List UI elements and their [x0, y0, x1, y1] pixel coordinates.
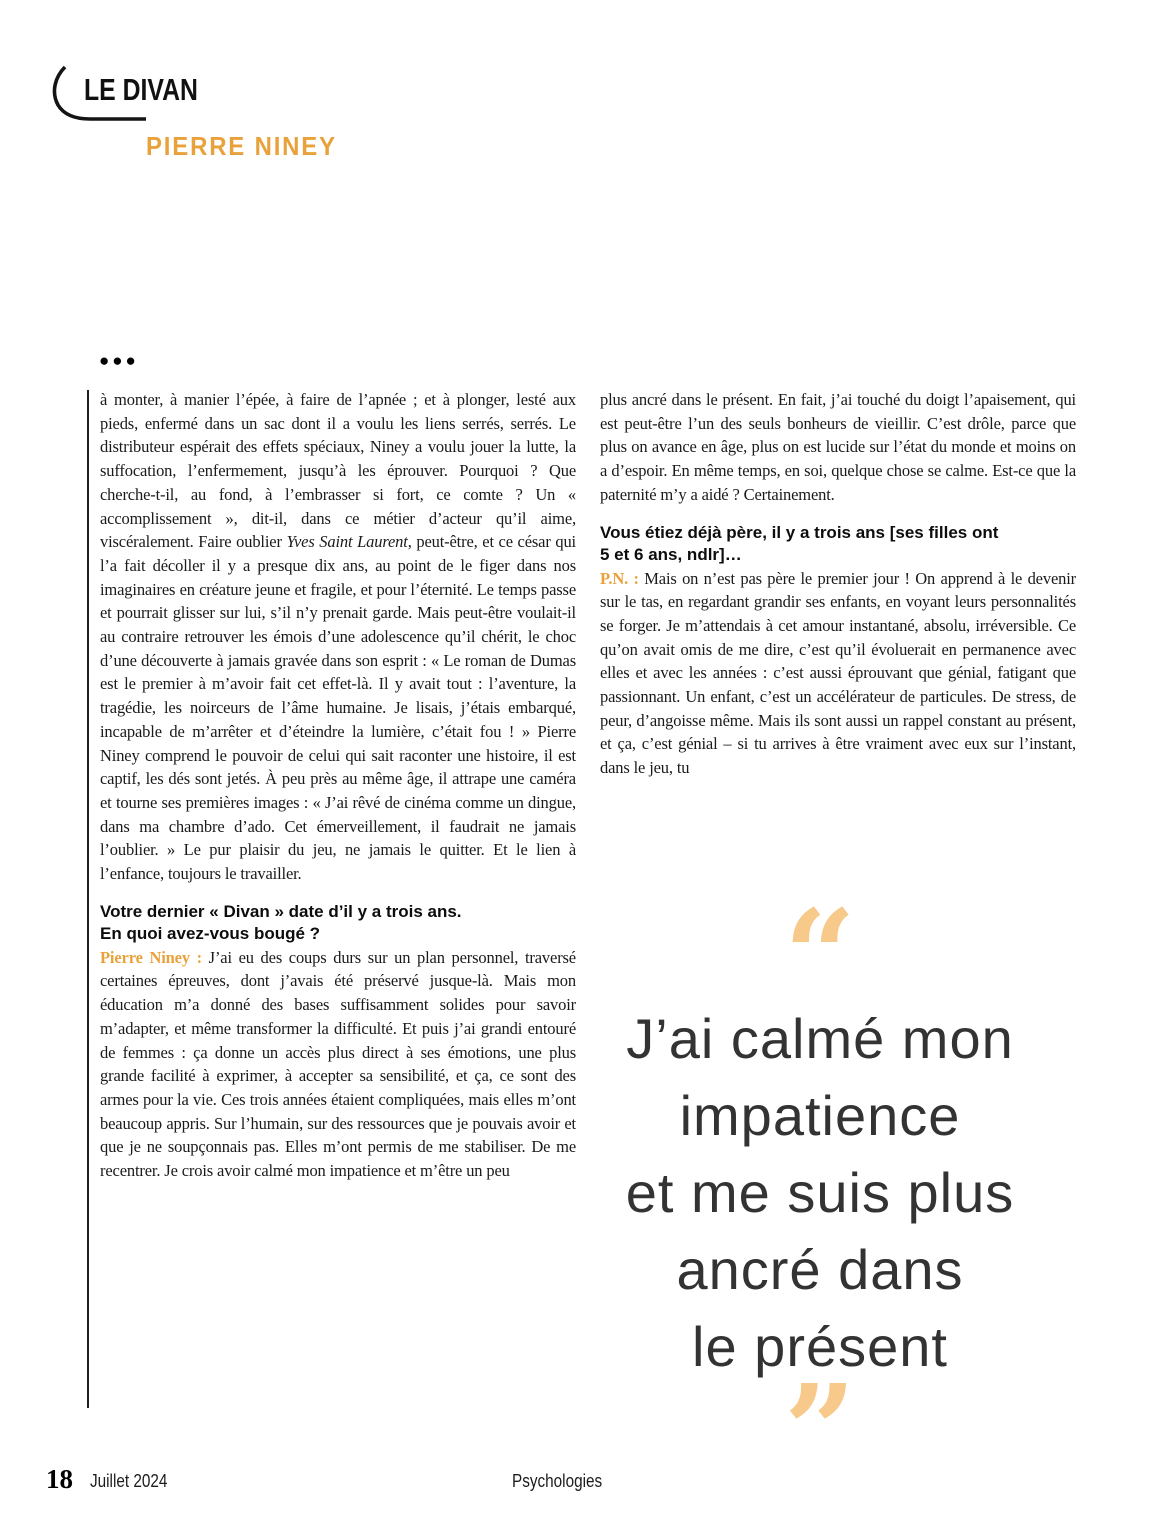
article-column-left — [100, 388, 576, 1183]
paragraph-text: plus ancré dans le présent. En fait, j’ai touché du doigt l’apaisement, qui est peut-être l’un des seuls bonheurs de vieillir. C’est drôle, parce que plus on avance en âge, plus on est lucide sur l’état du monde et moins on a d’espoir. En même temps, en soi, quelque chose se calme. Est-ce que la paternité m’y a aidé ? Certainement. — [600, 390, 1076, 504]
article-paragraph — [100, 388, 576, 886]
pull-quote-line: impatience — [679, 1084, 961, 1147]
question-line: 5 et 6 ans, ndlr]… — [600, 545, 742, 565]
issue-date: Juillet 2024 — [90, 1471, 168, 1491]
question-line: Vous étiez déjà père, il y a trois ans [ses filles ont — [600, 522, 999, 542]
column-rule — [87, 390, 89, 1408]
open-quote-icon: “ — [784, 883, 856, 1029]
article-column-right — [600, 388, 1076, 780]
paragraph-text: à monter, à manier l’épée, à faire de l’apnée ; et à plonger, lesté aux pieds, enfermé dans un sac dont il a voulu les liens serrés, serrés. Le distributeur espérait des effets spéciaux, Niney a voulu jouer la lutte, la suffocation, l’enfermement, jusqu’à les éprouver. Pourquoi ? Que cherche-t-il, au fond, à l’embrasser si fort, ce comte ? Un « accomplissement », dit-il, dans ce métier d’acteur qu’il aime, viscéralement. Faire oublier — [100, 390, 576, 552]
section-label: LE DIVAN — [84, 72, 198, 107]
speaker-name: Pierre Niney : — [100, 947, 202, 967]
italic-title: Yves Saint Laurent — [286, 532, 408, 552]
article-paragraph — [600, 388, 1076, 507]
pull-quote-line: ancré dans — [676, 1238, 964, 1301]
pull-quote-line: et me suis plus — [625, 1161, 1015, 1224]
page-number: 18 — [46, 1464, 73, 1494]
paragraph-text: , peut-être, et ce césar qui l’a fait décoller il y a presque dix ans, au point de le figer dans nos imaginaires en créature jeune et fragile, et pour l’éternité. Le temps passe et pourrait glisser sur lui, s’il n’y prenait garde. Mais peut-être voulait-il au contraire retrouver les émois d’une adolescence qu’il chérit, le choc d’une découverte à jamais gravée dans son esprit : « Le roman de Dumas est le premier à m’avoir fait cet effet-là. Il y avait tout : l’aventure, la tragédie, les noirceurs de l’âme humaine. Je lisais, j’étais embarqué, incapable de m’arrêter et d’éteindre la lumière, c’était fou ! » Pierre Niney comprend le pouvoir de celui qui sait raconter une histoire, il est captif, les dés sont jetés. À peu près au même âge, il attrape une caméra et tourne ses premières images : « J’ai rêvé de cinéma comme un dingue, dans ma chambre d’ado. Cet émerveillement, il faudrait ne jamais l’oublier. » Le pur plaisir du jeu, ne jamais le quitter. Et le lien à l’enfance, toujours le travailler. — [100, 532, 576, 884]
interview-question — [100, 901, 576, 946]
answer-text: Mais on n’est pas père le premier jour ! On apprend à le devenir sur le tas, en regardant grandir ses enfants, en voyant leurs personnalités se forger. Je m’attendais à cet amour instantané, absolu, irréversible. Ce qu’on avait omis de me dire, c’est qu’il évoluerait en permanence avec elles et avec les années : c’est aussi éprouvant que génial, fatigant que passionnant. Un enfant, c’est un accélérateur de particules. De stress, de peur, d’angoisse même. Mais ils sont aussi un rappel constant au présent, et ça, c’est génial – si tu arrives à être vraiment avec eux sur l’instant, dans le jeu, tu — [600, 568, 1076, 778]
magazine-name: Psychologies — [512, 1471, 603, 1491]
pull-quote — [580, 883, 1060, 1504]
question-line: Votre dernier « Divan » date d’il y a trois ans. — [100, 901, 462, 921]
pull-quote-line: J’ai calmé mon — [626, 1007, 1014, 1070]
question-line: En quoi avez-vous bougé ? — [100, 924, 321, 944]
interview-question — [600, 522, 1076, 567]
close-quote-icon: ” — [784, 1358, 856, 1504]
interview-answer — [100, 946, 576, 1183]
speaker-name: P.N. : — [600, 568, 639, 588]
pull-quote-line: le présent — [692, 1315, 948, 1378]
continuation-dots-icon: ●●● — [99, 351, 139, 370]
page-title-subject: PIERRE NINEY — [146, 131, 337, 161]
answer-text: J’ai eu des coups durs sur un plan personnel, traversé certaines épreuves, dont j’avais été préservé jusque-là. Mais mon éducation m’a donné des bases suffisamment solides pour savoir m’adapter, et même transformer la difficulté. Et puis j’ai grandi entouré de femmes : ça donne un accès plus direct à ses émotions, une plus grande facilité à exprimer, à accepter sa sensibilité, et ça, ce sont des armes pour la vie. Ces trois années étaient compliquées, mais elles m’ont beaucoup appris. Sur l’humain, sur des ressources que je pouvais avoir et que je ne soupçonnais pas. Elles m’ont permis de me stabiliser. De me recentrer. Je crois avoir calmé mon impatience et m’être un peu — [100, 947, 576, 1181]
interview-answer — [600, 567, 1076, 780]
